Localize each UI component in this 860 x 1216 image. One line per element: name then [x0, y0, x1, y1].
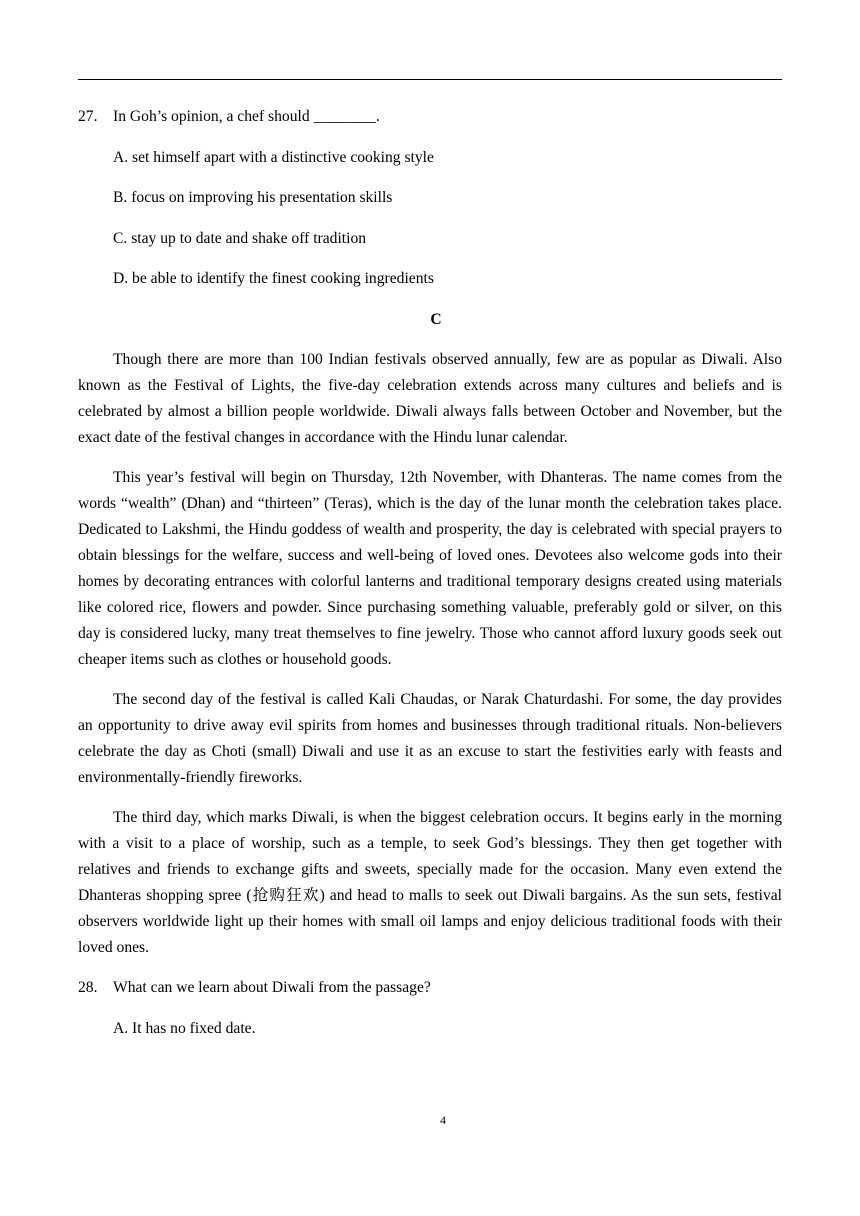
- passage-paragraph-3: The second day of the festival is called Kali Chaudas, or Narak Chaturdashi. For some, the day provides an opportunity to drive away evil spirits from homes and businesses through traditional rituals. Non-believers celebrate the day as Choti (small) Diwali and use it as an excuse to start the festivities early with feasts and environmentally-friendly fireworks.: [78, 691, 782, 786]
- option-27-c: C. stay up to date and shake off tradition: [113, 229, 367, 247]
- question-stem: In Goh’s opinion, a chef should ________.: [113, 108, 380, 125]
- passage-paragraph-1: Though there are more than 100 Indian festivals observed annually, few are as popular as Diwali. Also known as the Festival of Lights, the five-day celebration extends across many cultures and beliefs and is celebrated by almost a billion people worldwide. Diwali always falls between October and November, but the exact date of the festival changes in accordance with the Hindu lunar calendar.: [78, 351, 782, 446]
- page-number: 4: [440, 1113, 446, 1127]
- passage-paragraph-2: This year’s festival will begin on Thursday, 12th November, with Dhanteras. The name comes from the words “wealth” (Dhan) and “thirteen” (Teras), which is the day of the lunar month the celebration takes place. Dedicated to Lakshmi, the Hindu goddess of wealth and prosperity, the day is celebrated with special prayers to obtain blessings for the welfare, success and well-being of loved ones. Devotees also welcome gods into their homes by decorating entrances with colorful lanterns and traditional temporary designs created using materials like colored rice, flowers and powder. Since purchasing something valuable, preferably gold or silver, on this day is considered lucky, many treat themselves to fine jewelry. Those who cannot afford luxury goods seek out cheaper items such as clothes or household goods.: [78, 469, 782, 668]
- page-content: [78, 104, 782, 1056]
- section-heading-c: C: [430, 310, 442, 328]
- question-number: 27.: [78, 108, 98, 125]
- question-number: 28.: [78, 979, 98, 996]
- option-27-a: A. set himself apart with a distinctive cooking style: [113, 148, 434, 166]
- question-27: [78, 104, 782, 130]
- option-27-d: D. be able to identify the finest cooking ingredients: [113, 270, 434, 287]
- header-rule: [78, 79, 782, 80]
- option-27-b: B. focus on improving his presentation skills: [113, 189, 393, 206]
- passage-paragraph-4: The third day, which marks Diwali, is when the biggest celebration occurs. It begins early in the morning with a visit to a place of worship, such as a temple, to seek God’s blessings. They then get together with relatives and friends to exchange gifts and sweets, specially made for the occasion. Many even extend the Dhanteras shopping spree (抢购狂欢) and head to malls to seek out Diwali bargains. As the sun sets, festival observers worldwide light up their homes with small oil lamps and enjoy delicious traditional foods with their loved ones.: [78, 809, 782, 956]
- question-28: [78, 975, 782, 1001]
- question-stem: What can we learn about Diwali from the passage?: [113, 979, 431, 996]
- option-28-a: A. It has no fixed date.: [113, 1019, 256, 1037]
